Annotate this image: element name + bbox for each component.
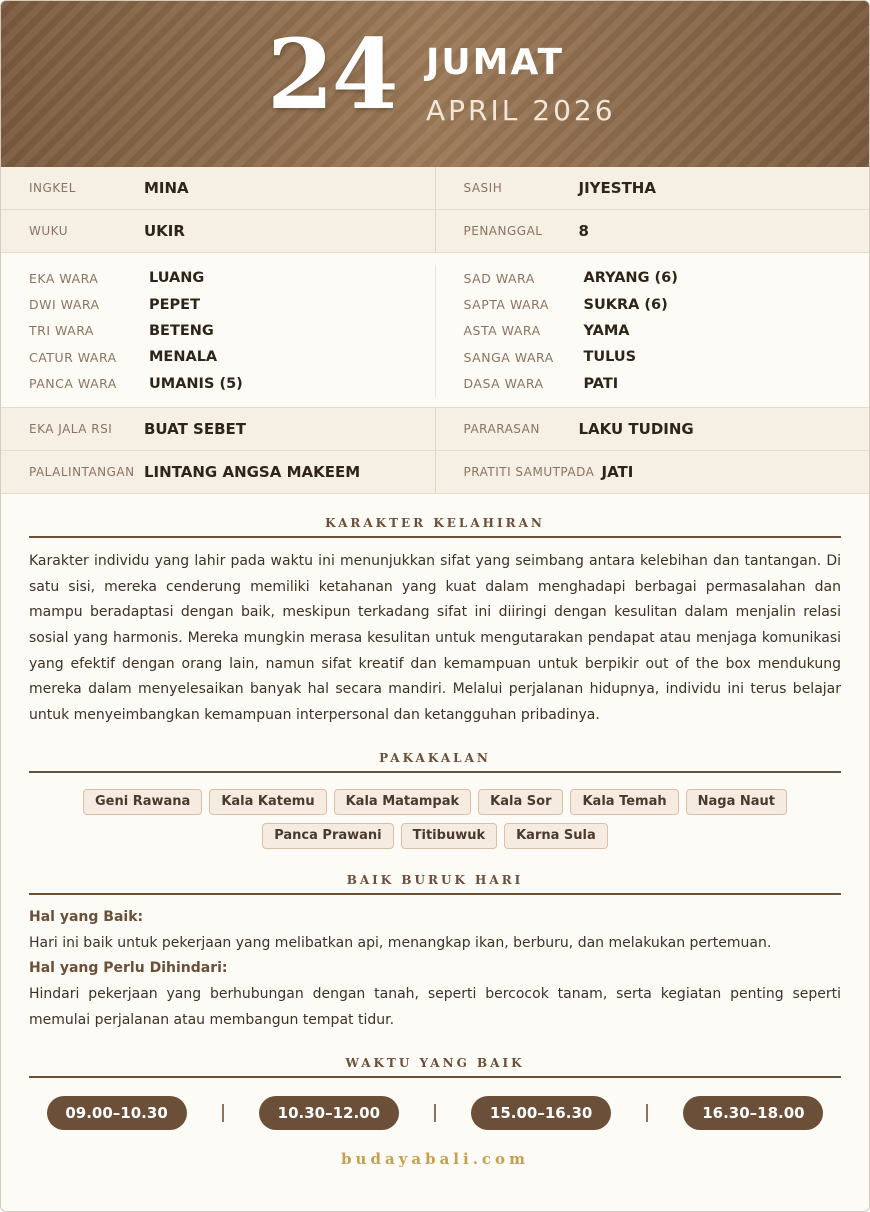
wara-label: SAPTA WARA (463, 297, 549, 313)
wara-item (29, 318, 435, 344)
wara-value: PATI (583, 375, 619, 392)
info-value: 8 (578, 222, 589, 240)
wara-label: ASTA WARA (463, 323, 541, 339)
wara-block (1, 253, 869, 408)
wara-value: LUANG (149, 270, 205, 287)
pakakalan-chip: Kala Sor (478, 789, 563, 815)
baik-buruk-section (1, 873, 869, 1034)
info-value: JIYESTHA (578, 179, 656, 197)
pakakalan-chip: Geni Rawana (83, 789, 202, 815)
info-cell-eka-jala-rsi (1, 408, 435, 450)
wara-item (29, 371, 435, 397)
wara-label: SANGA WARA (463, 349, 554, 365)
info-row (1, 210, 869, 253)
section-title: WAKTU YANG BAIK (29, 1056, 841, 1078)
info-label: PRATITI SAMUTPADA (463, 464, 595, 479)
time-slot-pill: 16.30–18.00 (683, 1096, 823, 1130)
pakakalan-chip: Karna Sula (504, 823, 608, 849)
info-value: BUAT SEBET (144, 419, 247, 438)
info-cell-ingkel (1, 167, 435, 209)
wara-value: MENALA (149, 349, 218, 366)
wara-item (464, 291, 870, 317)
info-cell-penanggal (435, 210, 870, 252)
wara-item (464, 318, 870, 344)
wara-label: PANCA WARA (29, 376, 117, 392)
time-slot-pill: 10.30–12.00 (259, 1096, 399, 1130)
info-value: UKIR (144, 222, 185, 240)
pakakalan-chip: Kala Temah (570, 789, 678, 815)
avoid-label: Hal yang Perlu Dihindari: (29, 960, 228, 977)
wara-label: EKA WARA (29, 270, 99, 286)
waktu-section (1, 1056, 869, 1130)
wara-value: SUKRA (6) (583, 296, 668, 313)
karakter-text: Karakter individu yang lahir pada waktu ini menunjukkan sifat yang seimbang antara kelebihan dan tantangan. Di satu sisi, mereka cenderung memiliki ketahanan yang kuat dalam menghadapi berbagai permasalahan dan mampu beradaptasi dengan baik, meskipun terkadang sifat ini diiringi dengan kesulitan dalam menjalin relasi sosial yang harmonis. Mereka mungkin merasa kesulitan untuk mengutarakan pendapat atau menjaga komunikasi yang efektif dengan orang lain, namun sifat kreatif dan kemampuan untuk berpikir out of the box mendukung mereka dalam menyelesaikan banyak hal secara mandiri. Melalui perjalanan hidupnya, individu ini terus belajar untuk menyeimbangkan kemampuan interpersonal dan ketangguhan pribadinya. (29, 552, 841, 724)
wara-item (29, 265, 435, 291)
info-value: JATI (601, 462, 634, 481)
pakakalan-chip: Kala Matampak (334, 789, 472, 815)
day-number: 24 (267, 18, 397, 131)
info-label: SASIH (463, 181, 503, 195)
info-value: LAKU TUDING (578, 419, 694, 438)
month-year: APRIL 2026 (426, 94, 616, 127)
info-cell-wuku (1, 210, 435, 252)
time-slots (29, 1096, 841, 1130)
info-label: EKA JALA RSI (29, 421, 113, 436)
day-name: JUMAT (426, 42, 565, 83)
info-label: WUKU (29, 224, 68, 238)
info-label: PARARASAN (463, 421, 540, 436)
date-header (1, 1, 869, 167)
wara-item (464, 371, 870, 397)
wara-value: ARYANG (6) (583, 270, 678, 287)
info-label: INGKEL (29, 181, 76, 195)
pakakalan-chip: Titibuwuk (401, 823, 497, 849)
wara-label: CATUR WARA (29, 349, 117, 365)
good-label: Hal yang Baik: (29, 908, 144, 925)
wara-item (29, 344, 435, 370)
info-cell-pararasan (435, 408, 870, 450)
wara-value: BETENG (149, 322, 214, 339)
info-row (1, 167, 869, 210)
info-label: PALALINTANGAN (29, 464, 135, 479)
wara-value: YAMA (583, 322, 630, 339)
wara-label: SAD WARA (463, 270, 535, 286)
baik-buruk-content (29, 905, 841, 1034)
section-title: PAKAKALAN (29, 751, 841, 773)
time-separator (222, 1104, 224, 1122)
wara-value: UMANIS (5) (149, 375, 243, 392)
wara-right-column (435, 265, 870, 397)
avoid-text: Hindari pekerjaan yang berhubungan dengan tanah, seperti bercocok tanam, serta kegiatan penting seperti memulai perjalanan atau membangun tempat tidur. (29, 986, 841, 1029)
info-cell-sasih (435, 167, 870, 209)
site-footer: budayabali.com (341, 1149, 529, 1168)
good-text: Hari ini baik untuk pekerjaan yang melibatkan api, menangkap ikan, berburu, dan melakukan pertemuan. (29, 934, 772, 951)
section-title: BAIK BURUK HARI (29, 873, 841, 895)
info-cell-palalintangan (1, 451, 435, 493)
info-row (1, 408, 869, 451)
wara-item (29, 291, 435, 317)
time-separator (434, 1104, 436, 1122)
time-slot-pill: 15.00–16.30 (471, 1096, 611, 1130)
wara-label: DWI WARA (29, 297, 100, 313)
info-label: PENANGGAL (463, 224, 543, 238)
wara-label: TRI WARA (29, 323, 94, 339)
pakakalan-chips (29, 789, 841, 849)
pakakalan-chip: Panca Prawani (262, 823, 393, 849)
wara-value: PEPET (149, 296, 200, 313)
time-separator (646, 1104, 648, 1122)
info-cell-pratiti-samutpada (435, 451, 870, 493)
pakakalan-chip: Kala Katemu (209, 789, 326, 815)
section-title: KARAKTER KELAHIRAN (29, 516, 841, 538)
wara-value: TULUS (583, 349, 637, 366)
wara-label: DASA WARA (463, 376, 544, 392)
pakakalan-chip: Naga Naut (686, 789, 787, 815)
info-value: LINTANG ANGSA MAKEEM (144, 462, 361, 481)
wara-item (464, 265, 870, 291)
time-slot-pill: 09.00–10.30 (47, 1096, 187, 1130)
info-row (1, 451, 869, 494)
karakter-section (1, 516, 869, 729)
wara-item (464, 344, 870, 370)
wara-left-column (1, 265, 435, 397)
info-value: MINA (144, 179, 189, 197)
pakakalan-section (1, 751, 869, 849)
